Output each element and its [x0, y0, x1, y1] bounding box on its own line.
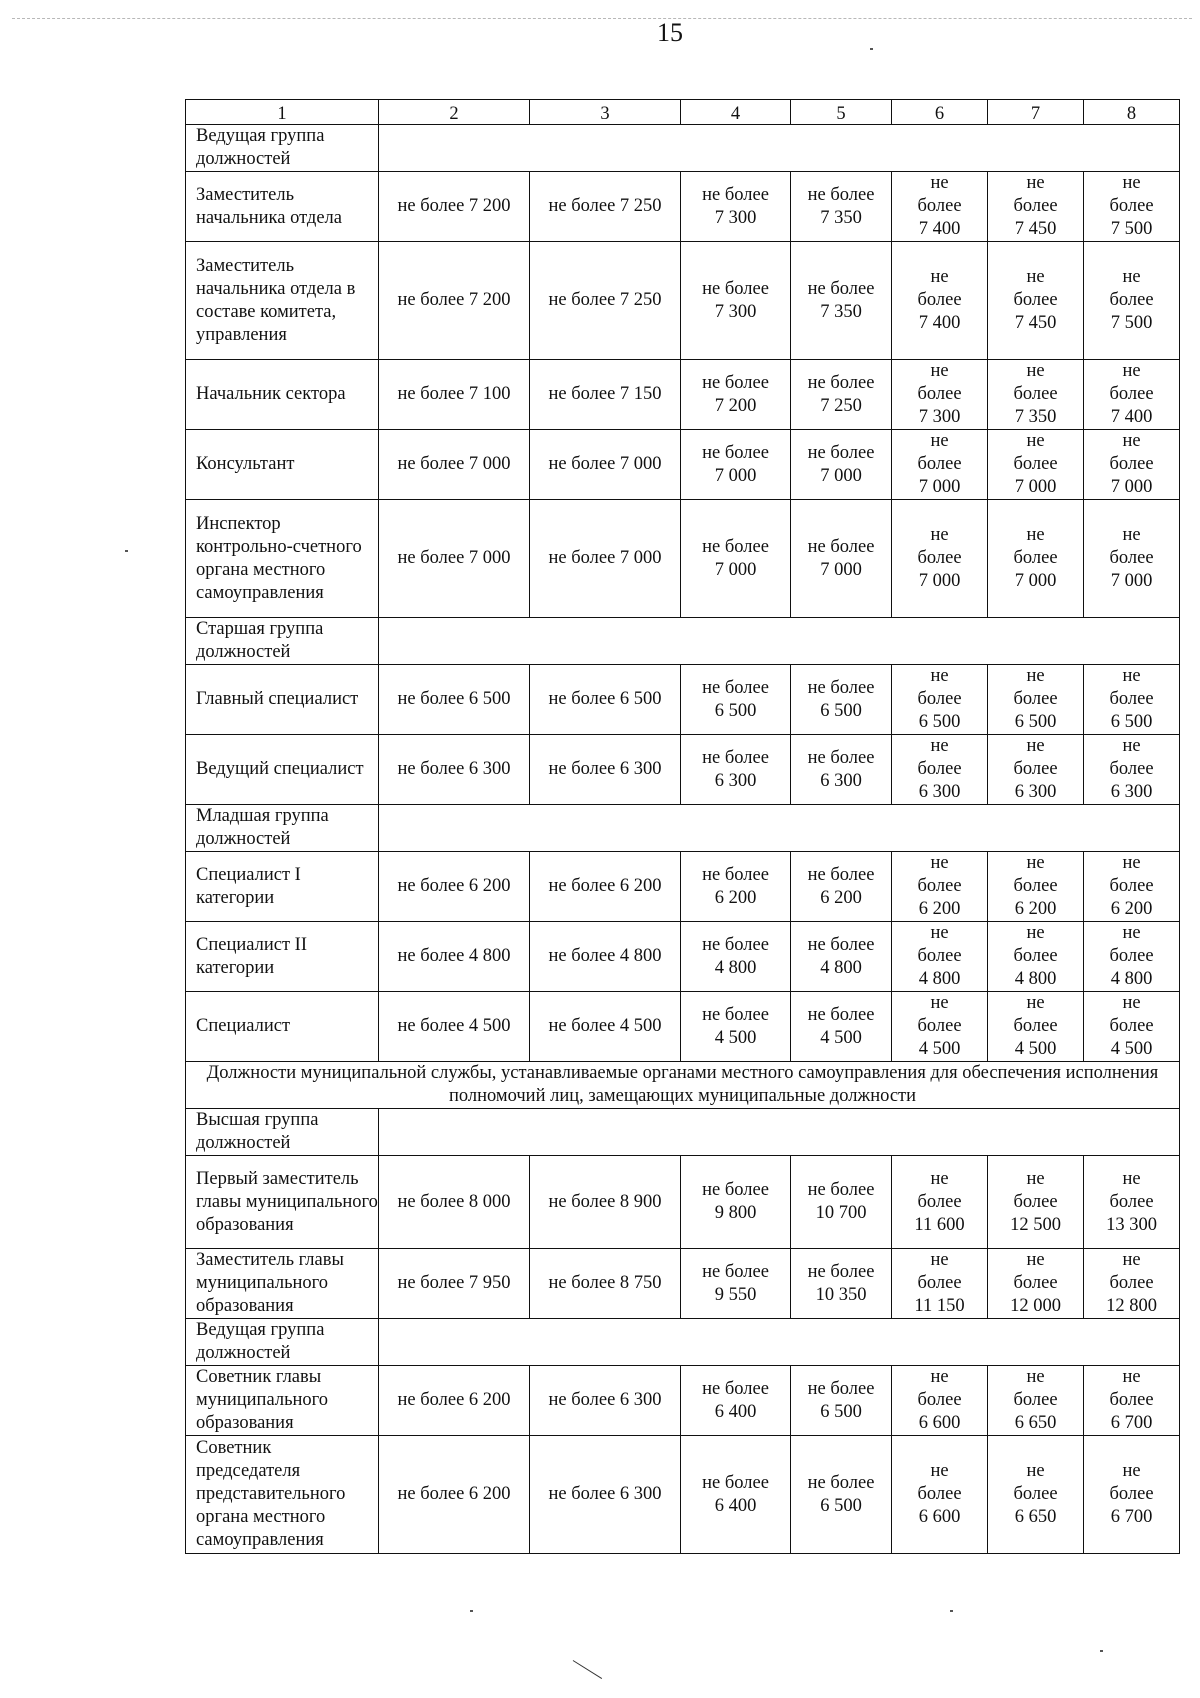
column-number: 1	[186, 100, 379, 125]
salary-cell: не более 7 000	[1084, 430, 1180, 500]
group-label: Младшая группа должностей	[186, 805, 379, 852]
group-row	[186, 1319, 1180, 1366]
salary-cell: не более 4 500	[988, 992, 1084, 1062]
salary-cell: не более 7 000	[892, 500, 988, 618]
salary-cell: не более 6 200	[379, 1436, 530, 1554]
salary-cell: не более 11 150	[892, 1249, 988, 1319]
column-number: 6	[892, 100, 988, 125]
salary-cell: не более 7 350	[988, 360, 1084, 430]
salary-cell: не более 6 700	[1084, 1366, 1180, 1436]
salary-cell: не более 4 500	[791, 992, 892, 1062]
salary-cell: не более 6 650	[988, 1436, 1084, 1554]
salary-cell: не более 8 900	[530, 1156, 681, 1249]
section-heading-row	[186, 1062, 1180, 1109]
salary-cell: не более 4 800	[1084, 922, 1180, 992]
salary-cell: не более 7 000	[681, 500, 791, 618]
salary-cell: не более 6 400	[681, 1436, 791, 1554]
scan-speck	[870, 48, 873, 50]
salary-cell: не более 7 000	[681, 430, 791, 500]
salary-cell: не более 7 200	[379, 242, 530, 360]
salary-cell: не более 4 800	[530, 922, 681, 992]
salary-cell: не более 6 500	[988, 665, 1084, 735]
scan-pen-scratch	[573, 1660, 602, 1679]
group-label: Ведущая группа должностей	[186, 1319, 379, 1366]
group-label: Старшая группа должностей	[186, 618, 379, 665]
position-row	[186, 922, 1180, 992]
salary-cell: не более 7 100	[379, 360, 530, 430]
salary-cell: не более 7 000	[892, 430, 988, 500]
salary-cell: не более 6 500	[791, 665, 892, 735]
salary-cell: не более 7 500	[1084, 172, 1180, 242]
position-row	[186, 430, 1180, 500]
salary-cell: не более 7 000	[530, 430, 681, 500]
salary-cell: не более 7 000	[1084, 500, 1180, 618]
salary-cell: не более 6 300	[988, 735, 1084, 805]
salary-cell: не более 7 400	[1084, 360, 1180, 430]
salary-cell: не более 4 800	[988, 922, 1084, 992]
page-number: 15	[657, 18, 683, 47]
scan-speck	[470, 1610, 473, 1612]
salary-cell: не более 6 300	[681, 735, 791, 805]
salary-cell: не более 6 300	[530, 735, 681, 805]
group-empty-cell	[379, 618, 1180, 665]
column-number: 4	[681, 100, 791, 125]
salary-cell: не более 6 500	[791, 1366, 892, 1436]
salary-cell: не более 7 300	[681, 172, 791, 242]
salary-cell: не более 6 200	[988, 852, 1084, 922]
salary-cell: не более 6 300	[379, 735, 530, 805]
position-title: Консультант	[186, 430, 379, 500]
salary-cell: не более 7 950	[379, 1249, 530, 1319]
salary-table	[185, 99, 1180, 1554]
position-row	[186, 242, 1180, 360]
position-title: Ведущий специалист	[186, 735, 379, 805]
salary-cell: не более 6 600	[892, 1366, 988, 1436]
salary-cell: не более 4 500	[530, 992, 681, 1062]
position-row	[186, 992, 1180, 1062]
scan-speck	[1100, 1650, 1103, 1652]
salary-cell: не более 4 500	[892, 992, 988, 1062]
salary-cell: не более 7 000	[988, 430, 1084, 500]
column-number-row	[186, 100, 1180, 125]
salary-cell: не более 6 300	[530, 1436, 681, 1554]
group-empty-cell	[379, 1319, 1180, 1366]
salary-cell: не более 6 300	[892, 735, 988, 805]
position-row	[186, 852, 1180, 922]
salary-cell: не более 6 300	[791, 735, 892, 805]
group-row	[186, 618, 1180, 665]
salary-cell: не более 7 400	[892, 242, 988, 360]
salary-cell: не более 8 000	[379, 1156, 530, 1249]
salary-cell: не более 10 350	[791, 1249, 892, 1319]
salary-cell: не более 7 350	[791, 242, 892, 360]
salary-cell: не более 6 200	[379, 852, 530, 922]
salary-cell: не более 6 200	[379, 1366, 530, 1436]
position-title: Заместитель начальника отдела в составе комитета, управления	[186, 242, 379, 360]
salary-cell: не более 7 200	[379, 172, 530, 242]
salary-cell: не более 7 000	[791, 500, 892, 618]
salary-cell: не более 4 800	[892, 922, 988, 992]
salary-cell: не более 4 800	[791, 922, 892, 992]
column-number: 8	[1084, 100, 1180, 125]
salary-cell: не более 7 000	[988, 500, 1084, 618]
salary-cell: не более 6 300	[1084, 735, 1180, 805]
column-number: 2	[379, 100, 530, 125]
column-number: 7	[988, 100, 1084, 125]
group-empty-cell	[379, 125, 1180, 172]
salary-cell: не более 7 450	[988, 172, 1084, 242]
column-number: 3	[530, 100, 681, 125]
salary-cell: не более 4 800	[681, 922, 791, 992]
salary-cell: не более 7 250	[530, 242, 681, 360]
salary-cell: не более 4 500	[681, 992, 791, 1062]
position-title: Советник главы муниципального образования	[186, 1366, 379, 1436]
position-title: Специалист	[186, 992, 379, 1062]
salary-cell: не более 7 000	[791, 430, 892, 500]
salary-cell: не более 6 400	[681, 1366, 791, 1436]
position-row	[186, 1249, 1180, 1319]
position-row	[186, 735, 1180, 805]
salary-cell: не более 7 450	[988, 242, 1084, 360]
salary-cell: не более 6 650	[988, 1366, 1084, 1436]
salary-cell: не более 6 200	[791, 852, 892, 922]
salary-cell: не более 6 500	[379, 665, 530, 735]
salary-cell: не более 8 750	[530, 1249, 681, 1319]
group-empty-cell	[379, 805, 1180, 852]
scan-speck	[950, 1610, 953, 1612]
salary-cell: не более 6 200	[1084, 852, 1180, 922]
group-empty-cell	[379, 1109, 1180, 1156]
position-title: Заместитель начальника отдела	[186, 172, 379, 242]
position-title: Инспектор контрольно-счетного органа местного самоуправления	[186, 500, 379, 618]
salary-cell: не более 7 250	[530, 172, 681, 242]
position-row	[186, 1366, 1180, 1436]
salary-cell: не более 6 500	[530, 665, 681, 735]
position-title: Советник председателя представительного органа местного самоуправления	[186, 1436, 379, 1554]
salary-cell: не более 7 400	[892, 172, 988, 242]
column-number: 5	[791, 100, 892, 125]
salary-cell: не более 7 200	[681, 360, 791, 430]
salary-cell: не более 9 800	[681, 1156, 791, 1249]
position-title: Первый заместитель главы муниципального образования	[186, 1156, 379, 1249]
salary-cell: не более 6 200	[681, 852, 791, 922]
position-row	[186, 1436, 1180, 1554]
salary-cell: не более 7 250	[791, 360, 892, 430]
salary-cell: не более 13 300	[1084, 1156, 1180, 1249]
salary-cell: не более 6 300	[530, 1366, 681, 1436]
salary-cell: не более 6 500	[681, 665, 791, 735]
position-row	[186, 360, 1180, 430]
salary-cell: не более 6 700	[1084, 1436, 1180, 1554]
position-title: Специалист II категории	[186, 922, 379, 992]
salary-cell: не более 12 500	[988, 1156, 1084, 1249]
group-row	[186, 805, 1180, 852]
salary-cell: не более 7 300	[892, 360, 988, 430]
salary-cell: не более 7 000	[379, 430, 530, 500]
position-title: Специалист I категории	[186, 852, 379, 922]
salary-cell: не более 4 500	[379, 992, 530, 1062]
salary-cell: не более 11 600	[892, 1156, 988, 1249]
salary-cell: не более 6 200	[892, 852, 988, 922]
salary-cell: не более 4 800	[379, 922, 530, 992]
group-label: Ведущая группа должностей	[186, 125, 379, 172]
salary-cell: не более 7 350	[791, 172, 892, 242]
position-row	[186, 665, 1180, 735]
salary-cell: не более 12 000	[988, 1249, 1084, 1319]
salary-cell: не более 4 500	[1084, 992, 1180, 1062]
salary-cell: не более 7 150	[530, 360, 681, 430]
section-heading: Должности муниципальной службы, устанавливаемые органами местного самоуправления для обеспечения исполнения полномочий лиц, замещающих муниципальные должности	[186, 1062, 1180, 1109]
salary-cell: не более 7 000	[379, 500, 530, 618]
salary-cell: не более 6 500	[1084, 665, 1180, 735]
salary-cell: не более 7 000	[530, 500, 681, 618]
salary-cell: не более 7 500	[1084, 242, 1180, 360]
salary-cell: не более 6 500	[791, 1436, 892, 1554]
position-row	[186, 1156, 1180, 1249]
scan-speck	[125, 550, 128, 552]
position-row	[186, 500, 1180, 618]
salary-cell: не более 7 300	[681, 242, 791, 360]
position-title: Начальник сектора	[186, 360, 379, 430]
position-row	[186, 172, 1180, 242]
position-title: Главный специалист	[186, 665, 379, 735]
salary-table-body	[186, 100, 1180, 1554]
salary-cell: не более 9 550	[681, 1249, 791, 1319]
position-title: Заместитель главы муниципального образования	[186, 1249, 379, 1319]
salary-cell: не более 10 700	[791, 1156, 892, 1249]
salary-cell: не более 6 500	[892, 665, 988, 735]
salary-cell: не более 6 200	[530, 852, 681, 922]
group-row	[186, 125, 1180, 172]
group-row	[186, 1109, 1180, 1156]
salary-cell: не более 12 800	[1084, 1249, 1180, 1319]
group-label: Высшая группа должностей	[186, 1109, 379, 1156]
salary-cell: не более 6 600	[892, 1436, 988, 1554]
